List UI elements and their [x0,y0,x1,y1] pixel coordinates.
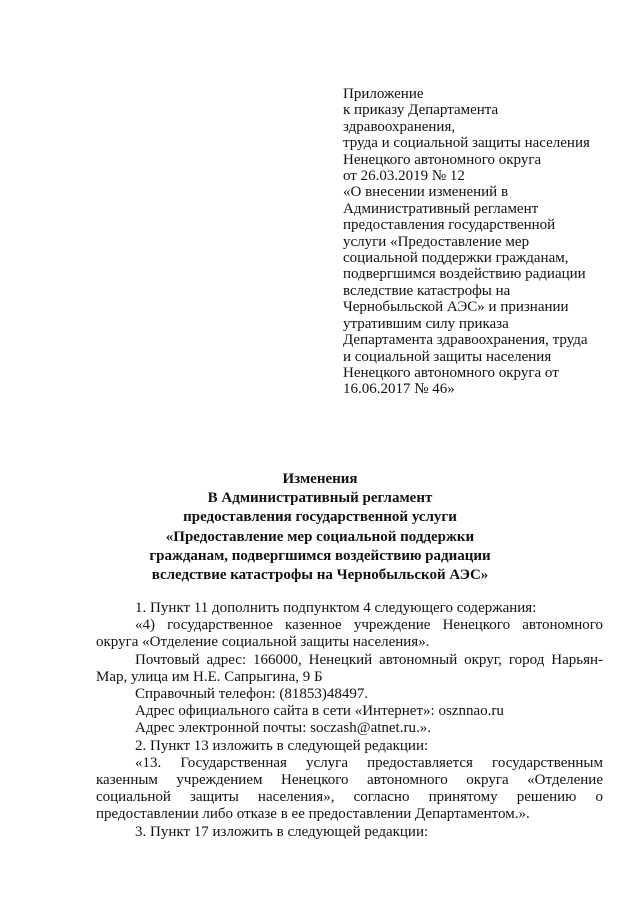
paragraph: «13. Государственная услуга предоставляется государственным казенным учреждением Ненецкого автономного округа «Отделение социальной защиты населения», согласно принятому решению о предоставлении либо отказе в ее предоставлении Департаментом.». [96,754,603,823]
paragraph: 3. Пункт 17 изложить в следующей редакции: [135,823,429,840]
heading-line: Изменения [282,471,358,487]
appendix-line: предоставления государственной [343,217,556,234]
heading-line: «Предоставление мер социальной поддержки [165,528,475,545]
appendix-line: подвергшимся воздействию радиации [343,266,586,283]
appendix-line: Административный регламент [343,200,539,217]
appendix-line: социальной поддержки гражданам, [343,250,569,267]
appendix-line: и социальной защиты населения [343,348,552,365]
appendix-line: труда и социальной защиты населения [343,135,590,152]
appendix-block [343,86,613,398]
paragraph: «4) государственное казенное учреждение Ненецкого автономного округа «Отделение социальной защиты населения». [96,617,603,651]
appendix-line: здравоохранения, [343,118,456,135]
appendix-line: Департамента здравоохранения, труда [343,332,588,349]
heading-line: гражданам, подвергшимся воздействию радиации [149,547,491,564]
heading-line: предоставления государственной услуги [183,509,457,526]
paragraph: 1. Пункт 11 дополнить подпунктом 4 следующего содержания: [135,600,537,616]
paragraph: 2. Пункт 13 изложить в следующей редакции: [135,737,429,754]
appendix-line: Ненецкого автономного округа [343,151,542,168]
paragraph: Адрес официального сайта в сети «Интернет»: osznnao.ru [135,703,504,720]
appendix-line: 16.06.2017 № 46» [343,381,455,398]
appendix-line: услуги «Предоставление мер [343,233,530,250]
appendix-line: Приложение [343,86,424,102]
appendix-line: Ненецкого автономного округа от [343,364,559,381]
appendix-line: «О внесении изменений в [343,184,509,201]
appendix-line: утратившим силу приказа [343,315,509,332]
appendix-line: Чернобыльской АЭС» и признании [343,299,569,316]
appendix-line: к приказу Департамента [343,102,499,119]
appendix-line: от 26.03.2019 № 12 [343,168,465,185]
heading-line: вследствие катастрофы на Чернобыльской АЭС» [151,567,489,584]
document-heading [0,470,640,585]
appendix-line: вследствие катастрофы на [343,282,511,299]
paragraph: Почтовый адрес: 166000, Ненецкий автономный округ, город Нарьян-Мар, улица им Н.Е. Сапрыгина, 9 Б [96,651,603,685]
paragraph: Справочный телефон: (81853)48497. [135,686,369,703]
document-body [96,600,603,841]
heading-line: В Административный регламент [207,490,433,507]
paragraph: Адрес электронной почты: soczash@atnet.ru.». [135,720,431,737]
